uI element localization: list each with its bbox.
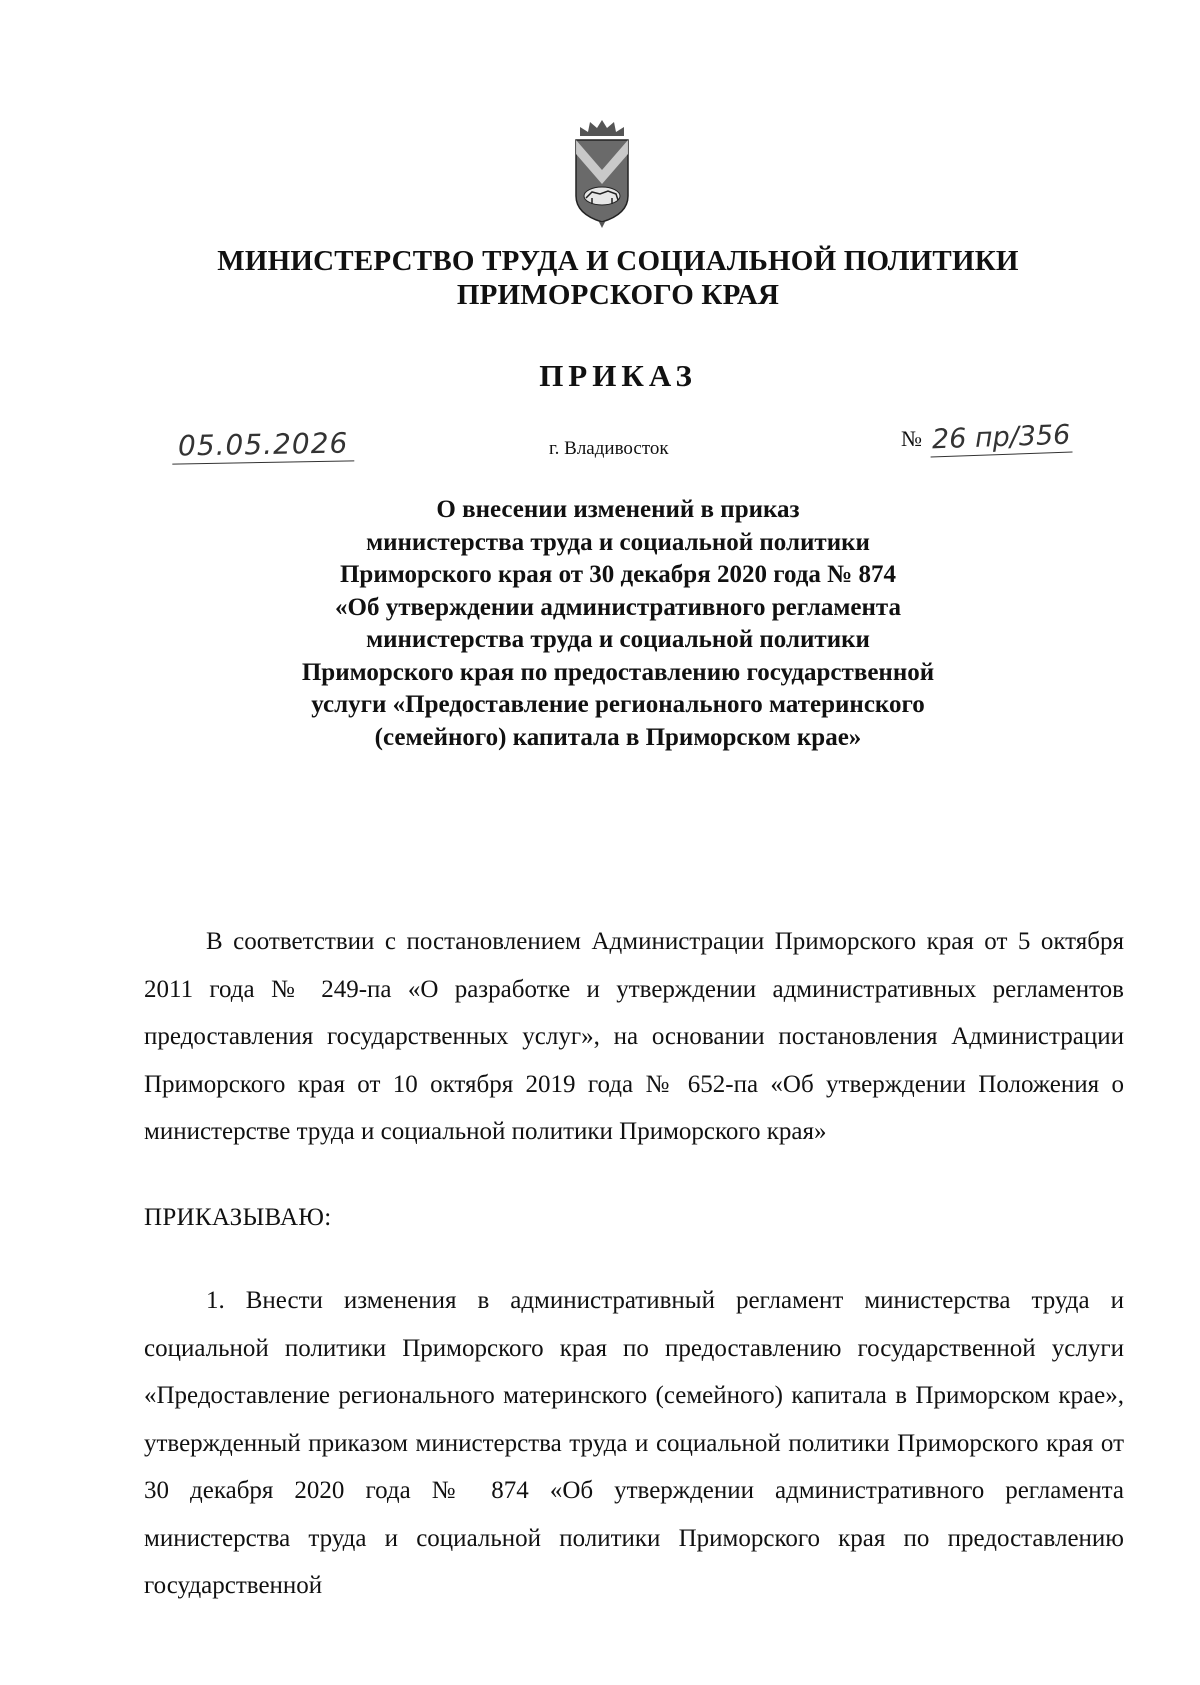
subject-line: министерства труда и социальной политики bbox=[366, 528, 870, 556]
document-type-title: ПРИКАЗ bbox=[539, 358, 697, 393]
subject-line: услуги «Предоставление регионального материнского bbox=[311, 691, 925, 718]
ministry-name-line1: МИНИСТЕРСТВО ТРУДА И СОЦИАЛЬНОЙ ПОЛИТИКИ bbox=[217, 245, 1019, 277]
order-command: ПРИКАЗЫВАЮ: bbox=[144, 1204, 332, 1231]
ministry-name bbox=[0, 244, 1200, 312]
preamble-section bbox=[144, 918, 1124, 1156]
subject-line: О внесении изменений в приказ bbox=[436, 496, 800, 523]
subject-line: Приморского края от 30 декабря 2020 года № 874 bbox=[339, 561, 897, 588]
order-number-label: № bbox=[901, 426, 922, 451]
coat-of-arms-emblem bbox=[570, 118, 634, 230]
order-date: 05.05.2026 bbox=[172, 426, 355, 464]
order-city: г. Владивосток bbox=[549, 438, 669, 459]
order-number: 26 пр/356 bbox=[929, 420, 1072, 458]
order-item-1: 1. Внести изменения в административный регламент министерства труда и социальной политики Приморского края по предоставлению государственной услуги «Предоставление регионального материнского (семейного) капитала в Приморском крае», утвержденный приказом министерства труда и социальной политики Приморского края от 30 декабря 2020 года № 874 «Об утверждении административного регламента министерства труда и социальной политики Приморского края по предоставлению государственной bbox=[144, 1287, 1124, 1599]
subject-line: «Об утверждении административного регламента bbox=[335, 593, 901, 621]
order-number-block bbox=[901, 419, 1072, 456]
subject-line: министерства труда и социальной политики bbox=[366, 626, 870, 653]
order-subject bbox=[0, 494, 1200, 754]
subject-line: (семейного) капитала в Приморском крае» bbox=[374, 723, 862, 751]
subject-line: Приморского края по предоставлению государственной bbox=[301, 658, 935, 686]
order-items-section bbox=[144, 1277, 1124, 1610]
preamble-paragraph: В соответствии с постановлением Администрации Приморского края от 5 октября 2011 года № 249-па «О разработке и утверждении административных регламентов предоставления государственных услуг», на основании постановления Администрации Приморского края от 10 октября 2019 года № 652-па «Об утверждении Положения о министерстве труда и социальной политики Приморского края» bbox=[144, 928, 1124, 1145]
ministry-name-line2: ПРИМОРСКОГО КРАЯ bbox=[456, 279, 780, 311]
